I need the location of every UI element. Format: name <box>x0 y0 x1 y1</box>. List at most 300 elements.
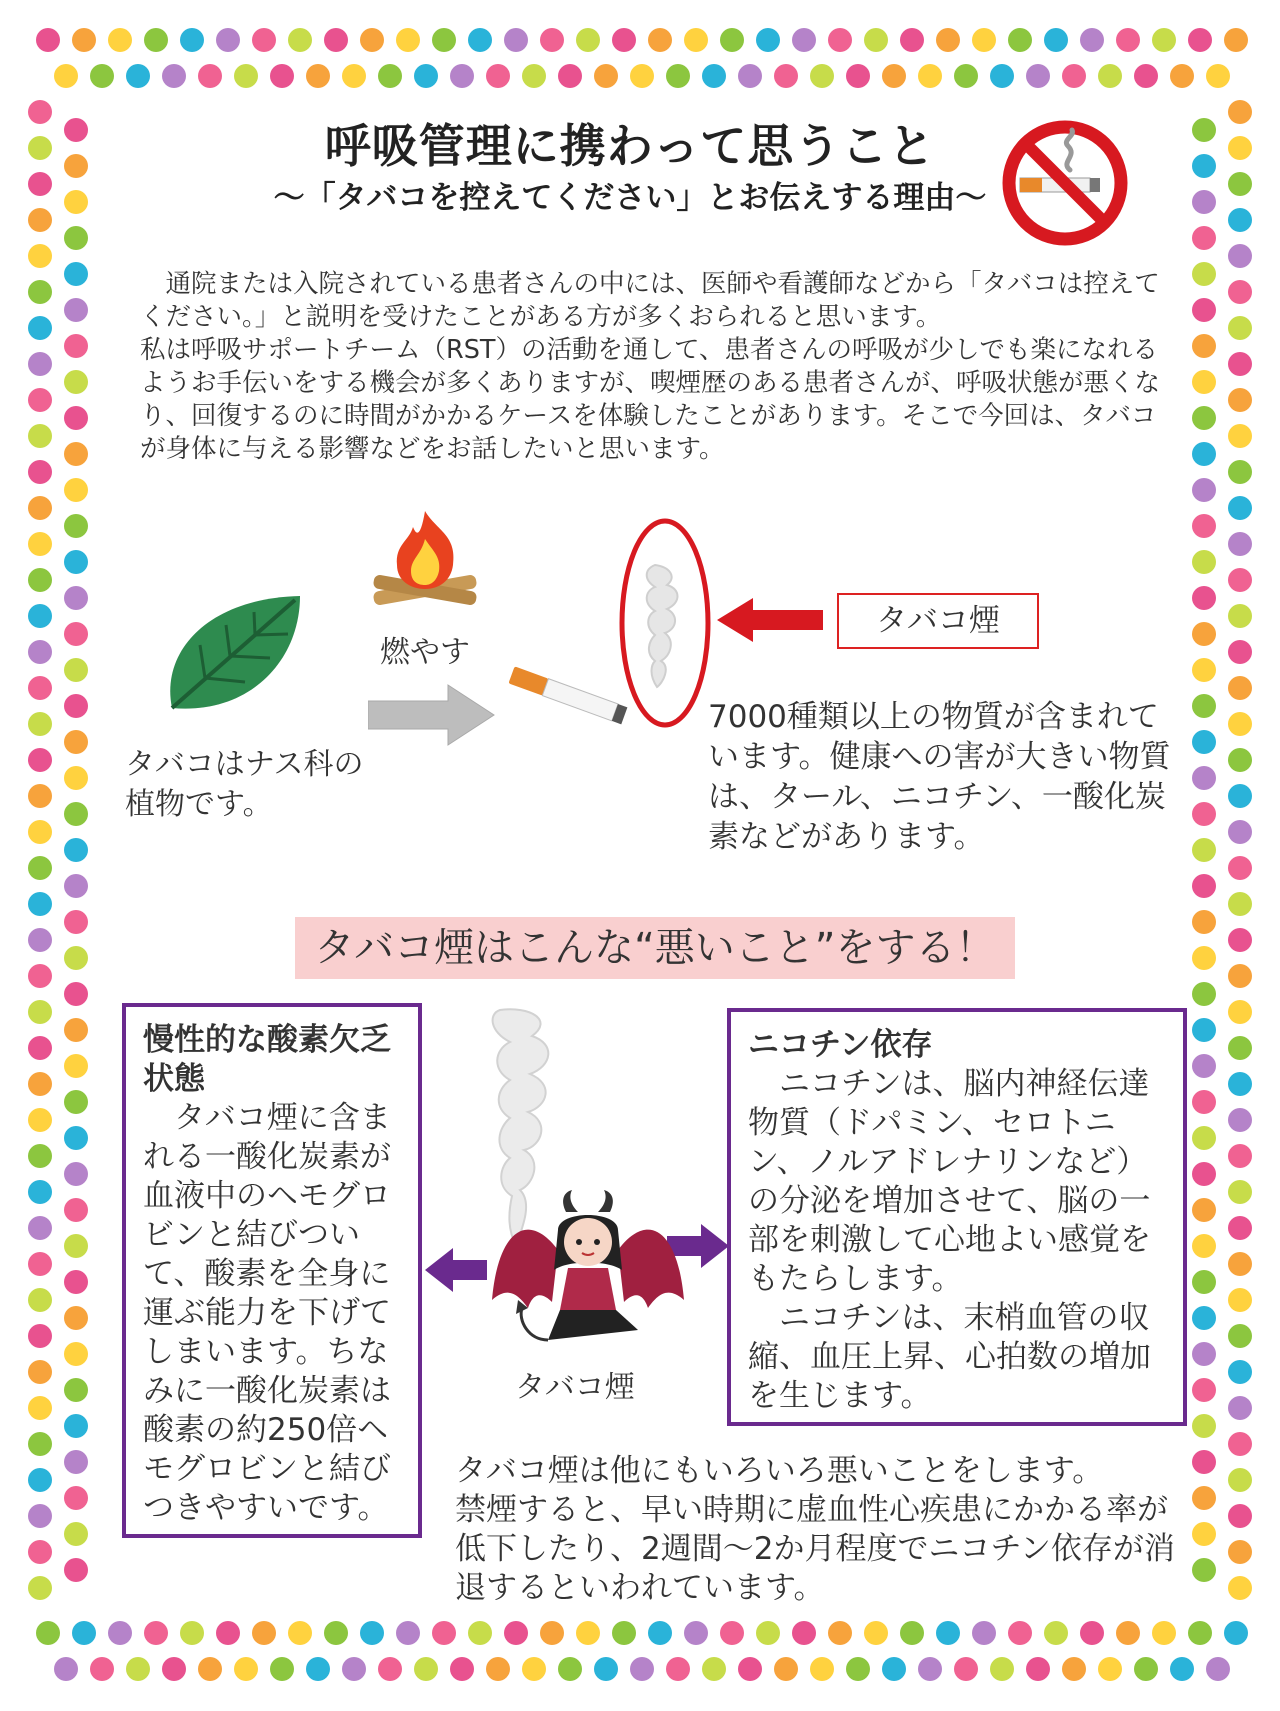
border-dot <box>28 1180 52 1204</box>
border-dot <box>1044 1621 1068 1645</box>
border-dot <box>918 64 942 88</box>
border-dot <box>1192 1054 1216 1078</box>
border-dot <box>28 136 52 160</box>
fire-icon <box>365 505 485 610</box>
border-dot <box>64 694 88 718</box>
border-dot <box>810 64 834 88</box>
border-dot <box>324 1621 348 1645</box>
smoke-label: タバコ煙 <box>837 593 1039 649</box>
border-dot <box>450 64 474 88</box>
border-dot <box>28 1252 52 1276</box>
border-dot <box>900 1621 924 1645</box>
border-dot <box>28 1504 52 1528</box>
border-dot <box>28 1144 52 1168</box>
border-dot <box>1228 136 1252 160</box>
border-dot <box>1134 64 1158 88</box>
border-dot <box>1192 1270 1216 1294</box>
border-dot <box>64 622 88 646</box>
border-dot <box>64 874 88 898</box>
border-dot <box>1170 1657 1194 1681</box>
border-dot <box>28 172 52 196</box>
border-dot <box>1228 532 1252 556</box>
border-dot <box>1044 28 1068 52</box>
border-dot <box>1228 1432 1252 1456</box>
border-dot <box>216 28 240 52</box>
border-dot <box>1116 1621 1140 1645</box>
border-dot <box>990 64 1014 88</box>
border-dot <box>270 1657 294 1681</box>
border-dot <box>64 982 88 1006</box>
border-dot <box>990 1657 1014 1681</box>
border-dot <box>756 1621 780 1645</box>
border-dot <box>162 64 186 88</box>
border-dot <box>1228 1000 1252 1024</box>
border-dot <box>414 1657 438 1681</box>
border-dot <box>234 1657 258 1681</box>
border-dot <box>1026 1657 1050 1681</box>
border-dot <box>252 28 276 52</box>
border-dot <box>64 766 88 790</box>
border-dot <box>28 352 52 376</box>
no-smoking-icon <box>1000 118 1130 248</box>
border-dot <box>126 64 150 88</box>
border-dot <box>1228 1360 1252 1384</box>
border-dot <box>1228 1468 1252 1492</box>
border-dot <box>540 1621 564 1645</box>
border-dot <box>594 64 618 88</box>
border-dot <box>1192 550 1216 574</box>
border-dot <box>702 1657 726 1681</box>
border-dot <box>1192 298 1216 322</box>
border-dot <box>576 1621 600 1645</box>
border-dot <box>468 28 492 52</box>
border-dot <box>1228 820 1252 844</box>
closing-text <box>455 1452 1195 1608</box>
border-dot <box>360 1621 384 1645</box>
border-dot <box>558 1657 582 1681</box>
border-dot <box>1228 244 1252 268</box>
border-dot <box>64 1342 88 1366</box>
border-dot <box>576 28 600 52</box>
border-dot <box>1228 1036 1252 1060</box>
border-dot <box>540 28 564 52</box>
border-dot <box>630 64 654 88</box>
border-dot <box>1206 1657 1230 1681</box>
border-dot <box>1192 874 1216 898</box>
border-dot <box>64 1522 88 1546</box>
border-dot <box>28 748 52 772</box>
smoke-description: 7000種類以上の物質が含まれています。健康への害が大きい物質は、タール、ニコチン、一酸化炭素などがあります。 <box>708 699 1171 855</box>
border-dot <box>54 64 78 88</box>
border-dot <box>1228 964 1252 988</box>
border-dot <box>1192 514 1216 538</box>
border-dot <box>64 1558 88 1582</box>
border-dot <box>846 64 870 88</box>
border-dot <box>28 784 52 808</box>
intro-paragraph: 私は呼吸サポートチーム（RST）の活動を通して、患者さんの呼吸が少しでも楽になれるようお手伝いをする機会が多くありますが、喫煙歴のある患者さんが、呼吸状態が悪くなり、回復するのに時間がかかるケースを体験したことがあります。そこで今回は、タバコが身体に与える影響などをお話したいと思います。 <box>140 335 1161 464</box>
border-dot <box>198 64 222 88</box>
box-body: ニコチンは、末梢血管の収縮、血圧上昇、心拍数の増加を生じます。 <box>748 1300 1151 1414</box>
border-dot <box>64 514 88 538</box>
border-dot <box>126 1657 150 1681</box>
border-dot <box>28 1396 52 1420</box>
border-dot <box>972 1621 996 1645</box>
oxygen-deficiency-box <box>122 1003 422 1538</box>
border-dot <box>64 190 88 214</box>
border-dot <box>900 28 924 52</box>
border-dot <box>28 712 52 736</box>
border-dot <box>306 1657 330 1681</box>
border-dot <box>522 1657 546 1681</box>
border-dot <box>1228 1180 1252 1204</box>
border-dot <box>64 730 88 754</box>
border-dot <box>1228 1216 1252 1240</box>
border-dot <box>28 1216 52 1240</box>
border-dot <box>612 1621 636 1645</box>
border-dot <box>342 1657 366 1681</box>
border-dot <box>972 28 996 52</box>
border-dot <box>28 1000 52 1024</box>
border-dot <box>28 928 52 952</box>
border-dot <box>396 1621 420 1645</box>
border-dot <box>64 1234 88 1258</box>
border-dot <box>324 28 348 52</box>
border-dot <box>1228 1576 1252 1600</box>
border-dot <box>28 1072 52 1096</box>
nicotine-dependence-box <box>727 1008 1187 1426</box>
border-dot <box>882 1657 906 1681</box>
border-dot <box>64 1054 88 1078</box>
border-dot <box>1192 478 1216 502</box>
border-dot <box>64 1198 88 1222</box>
border-dot <box>28 892 52 916</box>
border-dot <box>450 1657 474 1681</box>
border-dot <box>180 1621 204 1645</box>
border-dot <box>1206 64 1230 88</box>
box-body: ニコチンは、脳内神経伝達物質（ドパミン、セロトニン、ノルアドレナリンなど）の分泌を増加させて、脳の一部を刺激して心地よい感覚をもたらします。 <box>748 1066 1151 1297</box>
border-dot <box>36 28 60 52</box>
border-dot <box>720 28 744 52</box>
border-dot <box>1192 622 1216 646</box>
border-dot <box>1228 604 1252 628</box>
border-dot <box>1098 1657 1122 1681</box>
border-dot <box>64 1018 88 1042</box>
border-dot <box>28 1036 52 1060</box>
border-dot <box>882 64 906 88</box>
border-dot <box>64 334 88 358</box>
border-dot <box>64 1090 88 1114</box>
border-dot <box>28 1324 52 1348</box>
border-dot <box>1192 442 1216 466</box>
devil-label: タバコ煙 <box>515 1370 635 1405</box>
border-dot <box>522 64 546 88</box>
border-dot <box>1228 172 1252 196</box>
border-dot <box>72 1621 96 1645</box>
border-dot <box>414 64 438 88</box>
border-dot <box>180 28 204 52</box>
border-dot <box>936 28 960 52</box>
border-dot <box>1192 1558 1216 1582</box>
border-dot <box>1192 118 1216 142</box>
border-dot <box>28 676 52 700</box>
border-dot <box>1192 1450 1216 1474</box>
border-dot <box>1098 64 1122 88</box>
border-dot <box>28 532 52 556</box>
border-dot <box>1192 406 1216 430</box>
border-dot <box>64 586 88 610</box>
border-dot <box>1228 460 1252 484</box>
border-dot <box>1134 1657 1158 1681</box>
border-dot <box>1192 262 1216 286</box>
border-dot <box>28 280 52 304</box>
border-dot <box>1192 334 1216 358</box>
border-dot <box>162 1657 186 1681</box>
border-dot <box>1228 352 1252 376</box>
devil-icon <box>488 1190 688 1355</box>
border-dot <box>144 28 168 52</box>
border-dot <box>1228 1324 1252 1348</box>
intro-paragraph: 通院または入院されている患者さんの中には、医師や看護師などから「タバコは控えてください。」と説明を受けたことがある方が多くおられると思います。 <box>140 269 1160 332</box>
border-dot <box>918 1657 942 1681</box>
border-dot <box>1228 496 1252 520</box>
border-dot <box>1192 658 1216 682</box>
border-dot <box>64 1162 88 1186</box>
border-dot <box>64 1486 88 1510</box>
border-dot <box>64 442 88 466</box>
border-dot <box>1228 424 1252 448</box>
smoke-icon <box>615 515 715 730</box>
border-dot <box>1192 1378 1216 1402</box>
border-dot <box>1192 1090 1216 1114</box>
border-dot <box>846 1657 870 1681</box>
border-dot <box>1228 1396 1252 1420</box>
border-dot <box>1192 1162 1216 1186</box>
border-dot <box>1192 802 1216 826</box>
border-dot <box>216 1621 240 1645</box>
border-dot <box>64 154 88 178</box>
border-dot <box>108 28 132 52</box>
border-dot <box>28 640 52 664</box>
border-dot <box>1228 1540 1252 1564</box>
border-dot <box>378 1657 402 1681</box>
border-dot <box>486 1657 510 1681</box>
border-dot <box>702 64 726 88</box>
border-dot <box>1188 1621 1212 1645</box>
border-dot <box>630 1657 654 1681</box>
border-dot <box>1152 1621 1176 1645</box>
border-dot <box>1228 208 1252 232</box>
border-dot <box>64 1270 88 1294</box>
border-dot <box>1224 1621 1248 1645</box>
page-subtitle: ～「タバコを控えてください」とお伝えする理由～ <box>273 180 987 216</box>
border-dot <box>1228 676 1252 700</box>
border-dot <box>64 1414 88 1438</box>
border-dot <box>774 1657 798 1681</box>
border-dot <box>1192 946 1216 970</box>
border-dot <box>666 1657 690 1681</box>
border-dot <box>954 1657 978 1681</box>
border-dot <box>64 298 88 322</box>
border-dot <box>64 118 88 142</box>
border-dot <box>396 28 420 52</box>
border-dot <box>342 64 366 88</box>
border-dot <box>810 1657 834 1681</box>
border-dot <box>28 208 52 232</box>
border-dot <box>54 1657 78 1681</box>
border-dot <box>1228 568 1252 592</box>
border-dot <box>1192 586 1216 610</box>
border-dot <box>1080 1621 1104 1645</box>
border-dot <box>64 946 88 970</box>
border-dot <box>64 658 88 682</box>
border-dot <box>432 1621 456 1645</box>
leaf-icon <box>160 590 310 720</box>
border-dot <box>486 64 510 88</box>
border-dot <box>64 1126 88 1150</box>
border-dot <box>1224 28 1248 52</box>
border-dot <box>28 1468 52 1492</box>
border-dot <box>1192 838 1216 862</box>
box-title: ニコチン依存 <box>748 1027 933 1063</box>
border-dot <box>270 64 294 88</box>
border-dot <box>1228 784 1252 808</box>
border-dot <box>504 1621 528 1645</box>
border-dot <box>1228 892 1252 916</box>
border-dot <box>1228 1288 1252 1312</box>
border-dot <box>288 1621 312 1645</box>
border-dot <box>1192 154 1216 178</box>
border-dot <box>1192 226 1216 250</box>
border-dot <box>1228 712 1252 736</box>
border-dot <box>90 1657 114 1681</box>
border-dot <box>28 820 52 844</box>
border-dot <box>64 406 88 430</box>
border-dot <box>360 28 384 52</box>
border-dot <box>28 316 52 340</box>
border-dot <box>558 64 582 88</box>
border-dot <box>36 1621 60 1645</box>
intro-text <box>140 268 1160 466</box>
border-dot <box>468 1621 492 1645</box>
border-dot <box>1228 388 1252 412</box>
border-dot <box>198 1657 222 1681</box>
border-dot <box>28 856 52 880</box>
border-dot <box>1228 1072 1252 1096</box>
border-dot <box>1228 1504 1252 1528</box>
border-dot <box>28 1288 52 1312</box>
border-dot <box>1152 28 1176 52</box>
border-dot <box>864 1621 888 1645</box>
border-dot <box>1192 1306 1216 1330</box>
page-title: 呼吸管理に携わって思うこと <box>324 119 936 173</box>
border-dot <box>1228 640 1252 664</box>
border-dot <box>64 802 88 826</box>
border-dot <box>432 28 456 52</box>
border-dot <box>828 28 852 52</box>
border-dot <box>28 1108 52 1132</box>
arrow-left-icon <box>425 1246 487 1294</box>
border-dot <box>1192 1522 1216 1546</box>
border-dot <box>828 1621 852 1645</box>
border-dot <box>28 1432 52 1456</box>
border-dot <box>64 478 88 502</box>
border-dot <box>64 838 88 862</box>
closing-paragraph: 禁煙すると、早い時期に虚血性心疾患にかかる率が低下したり、2週間～2か月程度でニコチン依存が消退するといわれています。 <box>455 1492 1175 1606</box>
border-dot <box>648 28 672 52</box>
border-dot <box>936 1621 960 1645</box>
border-dot <box>1062 1657 1086 1681</box>
border-dot <box>28 1540 52 1564</box>
border-dot <box>28 964 52 988</box>
border-dot <box>666 64 690 88</box>
border-dot <box>792 28 816 52</box>
border-dot <box>1192 1486 1216 1510</box>
border-dot <box>684 28 708 52</box>
border-dot <box>594 1657 618 1681</box>
border-dot <box>684 1621 708 1645</box>
border-dot <box>774 64 798 88</box>
border-dot <box>1228 100 1252 124</box>
border-dot <box>1228 1252 1252 1276</box>
border-dot <box>1192 910 1216 934</box>
border-dot <box>1228 316 1252 340</box>
border-dot <box>1228 280 1252 304</box>
border-dot <box>1228 1108 1252 1132</box>
closing-paragraph: タバコ煙は他にもいろいろ悪いことをします。 <box>455 1453 1104 1489</box>
border-dot <box>1008 1621 1032 1645</box>
border-dot <box>252 1621 276 1645</box>
border-dot <box>378 64 402 88</box>
border-dot <box>28 388 52 412</box>
border-dot <box>28 460 52 484</box>
border-dot <box>1080 28 1104 52</box>
border-dot <box>1192 1414 1216 1438</box>
border-dot <box>1026 64 1050 88</box>
border-dot <box>612 28 636 52</box>
border-dot <box>234 64 258 88</box>
border-dot <box>1192 1126 1216 1150</box>
border-dot <box>1192 1342 1216 1366</box>
border-dot <box>504 28 528 52</box>
border-dot <box>64 226 88 250</box>
border-dot <box>90 64 114 88</box>
border-dot <box>648 1621 672 1645</box>
border-dot <box>28 244 52 268</box>
border-dot <box>756 28 780 52</box>
border-dot <box>64 1450 88 1474</box>
border-dot <box>1192 766 1216 790</box>
border-dot <box>1192 1198 1216 1222</box>
border-dot <box>720 1621 744 1645</box>
border-dot <box>64 370 88 394</box>
border-dot <box>738 64 762 88</box>
border-dot <box>864 28 888 52</box>
burn-label: 燃やす <box>380 635 470 670</box>
border-dot <box>1228 928 1252 952</box>
border-dot <box>28 1360 52 1384</box>
border-dot <box>64 910 88 934</box>
border-dot <box>28 496 52 520</box>
border-dot <box>108 1621 132 1645</box>
border-dot <box>1192 694 1216 718</box>
border-dot <box>1192 730 1216 754</box>
box-title: 慢性的な酸素欠乏状態 <box>143 1022 391 1097</box>
leaf-caption: タバコはナス科の植物です。 <box>125 747 364 822</box>
box-body: タバコ煙に含まれる一酸化炭素が血液中のヘモグロビンと結びついて、酸素を全身に運ぶ能力を下げてしまいます。ちなみに一酸化炭素は酸素の約250倍ヘモグロビンと結びつきやすいです。 <box>143 1100 391 1526</box>
border-dot <box>1192 370 1216 394</box>
border-dot <box>64 1378 88 1402</box>
border-dot <box>1228 856 1252 880</box>
